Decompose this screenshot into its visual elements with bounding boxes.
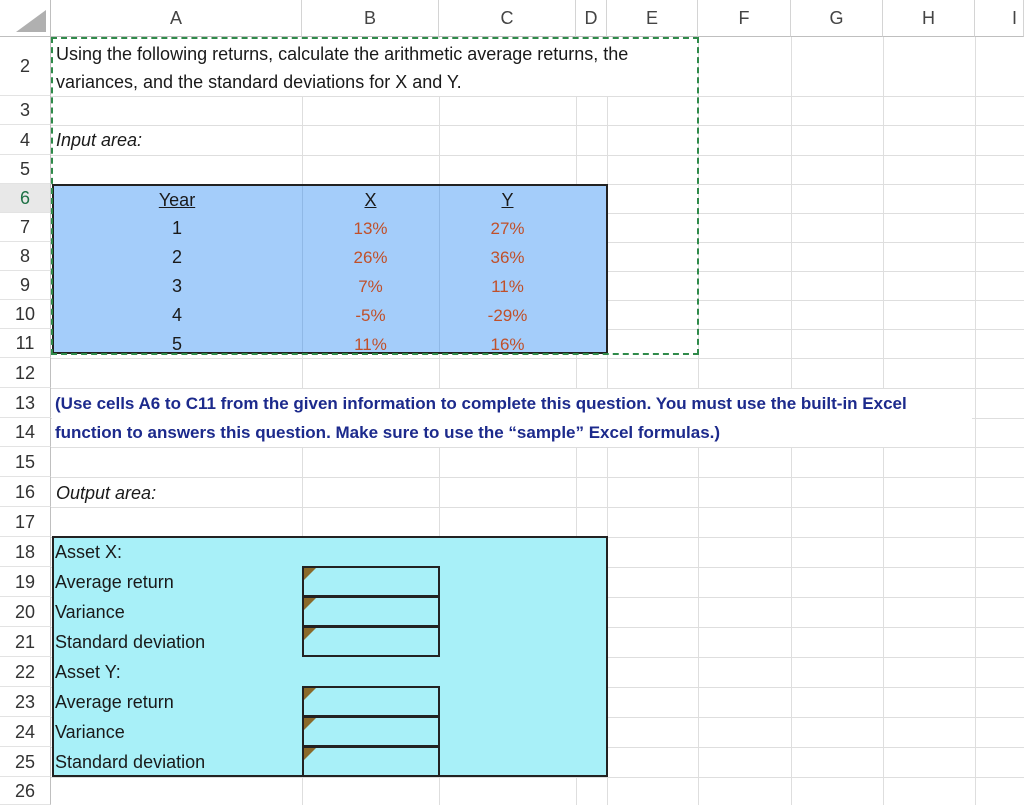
row-header-13[interactable]: 13 [0, 388, 51, 418]
y-value-cell[interactable]: -29% [487, 306, 528, 325]
instructions-line-2: function to answers this question. Make sure to use the “sample” Excel formulas.) [55, 423, 721, 442]
y-value-cell[interactable]: 16% [490, 335, 525, 354]
x-value-cell[interactable]: 13% [353, 219, 388, 238]
column-header-a[interactable]: A [51, 0, 302, 37]
answer-avg-return-y-cell[interactable] [302, 686, 440, 717]
year-cell[interactable]: 4 [171, 305, 182, 325]
row-header-23[interactable]: 23 [0, 687, 51, 717]
y-value-cell[interactable]: 36% [490, 248, 525, 267]
y-value-cell[interactable]: 11% [491, 277, 524, 296]
comment-indicator-icon [304, 688, 316, 700]
column-header-b[interactable]: B [302, 0, 439, 37]
row-header-25[interactable]: 25 [0, 747, 51, 777]
column-header-g[interactable]: G [791, 0, 883, 37]
x-value-cell[interactable]: -5% [355, 306, 386, 325]
row-header-21[interactable]: 21 [0, 627, 51, 657]
row-header-3[interactable]: 3 [0, 96, 51, 125]
row-header-9[interactable]: 9 [0, 271, 51, 300]
header-year[interactable]: Year [158, 190, 196, 210]
x-value-cell[interactable]: 7% [358, 277, 383, 296]
answer-variance-x-cell[interactable] [302, 596, 440, 627]
answer-std-dev-y-cell[interactable] [302, 746, 440, 777]
column-header-f[interactable]: F [698, 0, 791, 37]
row-header-10[interactable]: 10 [0, 300, 51, 329]
column-header-c[interactable]: C [439, 0, 576, 37]
header-y[interactable]: Y [501, 190, 514, 210]
question-line-2: variances, and the standard deviations for X and Y. [56, 72, 462, 92]
row-header-6[interactable]: 6 [0, 184, 51, 213]
year-cell[interactable]: 5 [171, 334, 182, 354]
year-cell[interactable]: 3 [171, 276, 182, 296]
average-return-y-label: Average return [55, 692, 174, 712]
instructions-line-1: (Use cells A6 to C11 from the given information to complete this question. You must use the built-in Excel [55, 394, 907, 413]
comment-indicator-icon [304, 718, 316, 730]
comment-indicator-icon [304, 598, 316, 610]
y-value-cell[interactable]: 27% [490, 219, 525, 238]
row-header-17[interactable]: 17 [0, 507, 51, 537]
row-header-4[interactable]: 4 [0, 125, 51, 155]
column-header-h[interactable]: H [883, 0, 975, 37]
answer-avg-return-x-cell[interactable] [302, 566, 440, 597]
row-header-8[interactable]: 8 [0, 242, 51, 271]
header-x[interactable]: X [364, 190, 377, 210]
row-header-18[interactable]: 18 [0, 537, 51, 567]
year-cell[interactable]: 2 [171, 247, 182, 267]
average-return-x-label: Average return [55, 572, 174, 592]
row-header-12[interactable]: 12 [0, 358, 51, 388]
row-header-5[interactable]: 5 [0, 155, 51, 184]
row-header-15[interactable]: 15 [0, 447, 51, 477]
variance-y-label: Variance [55, 722, 125, 742]
output-area-label: Output area: [56, 483, 157, 503]
x-value-cell[interactable]: 26% [353, 248, 388, 267]
row-header-16[interactable]: 16 [0, 477, 51, 507]
row-header-26[interactable]: 26 [0, 777, 51, 805]
x-value-cell[interactable]: 11% [354, 335, 387, 354]
instructions-note[interactable] [52, 389, 972, 447]
std-dev-x-label: Standard deviation [55, 632, 206, 652]
answer-std-dev-x-cell[interactable] [302, 626, 440, 657]
std-dev-y-label: Standard deviation [55, 752, 206, 772]
year-cell[interactable]: 1 [171, 218, 182, 238]
row-header-2[interactable]: 2 [0, 37, 51, 96]
comment-indicator-icon [304, 748, 316, 760]
comment-indicator-icon [304, 568, 316, 580]
select-all-triangle-icon [16, 10, 46, 32]
row-header-24[interactable]: 24 [0, 717, 51, 747]
input-area-label: Input area: [56, 130, 143, 150]
asset-x-label: Asset X: [55, 542, 123, 562]
answer-variance-y-cell[interactable] [302, 716, 440, 747]
row-header-19[interactable]: 19 [0, 567, 51, 597]
comment-indicator-icon [304, 628, 316, 640]
question-line-1: Using the following returns, calculate the arithmetic average returns, the [56, 44, 629, 64]
row-header-14[interactable]: 14 [0, 418, 51, 447]
asset-y-label: Asset Y: [55, 662, 121, 682]
row-header-22[interactable]: 22 [0, 657, 51, 687]
select-all-corner[interactable] [0, 0, 51, 37]
row-header-11[interactable]: 11 [0, 329, 51, 358]
column-header-i[interactable]: I [975, 0, 1024, 37]
row-header-7[interactable]: 7 [0, 213, 51, 242]
question-cell[interactable] [52, 38, 692, 96]
column-header-e[interactable]: E [607, 0, 698, 37]
row-header-20[interactable]: 20 [0, 597, 51, 627]
column-header-d[interactable]: D [576, 0, 607, 37]
variance-x-label: Variance [55, 602, 125, 622]
